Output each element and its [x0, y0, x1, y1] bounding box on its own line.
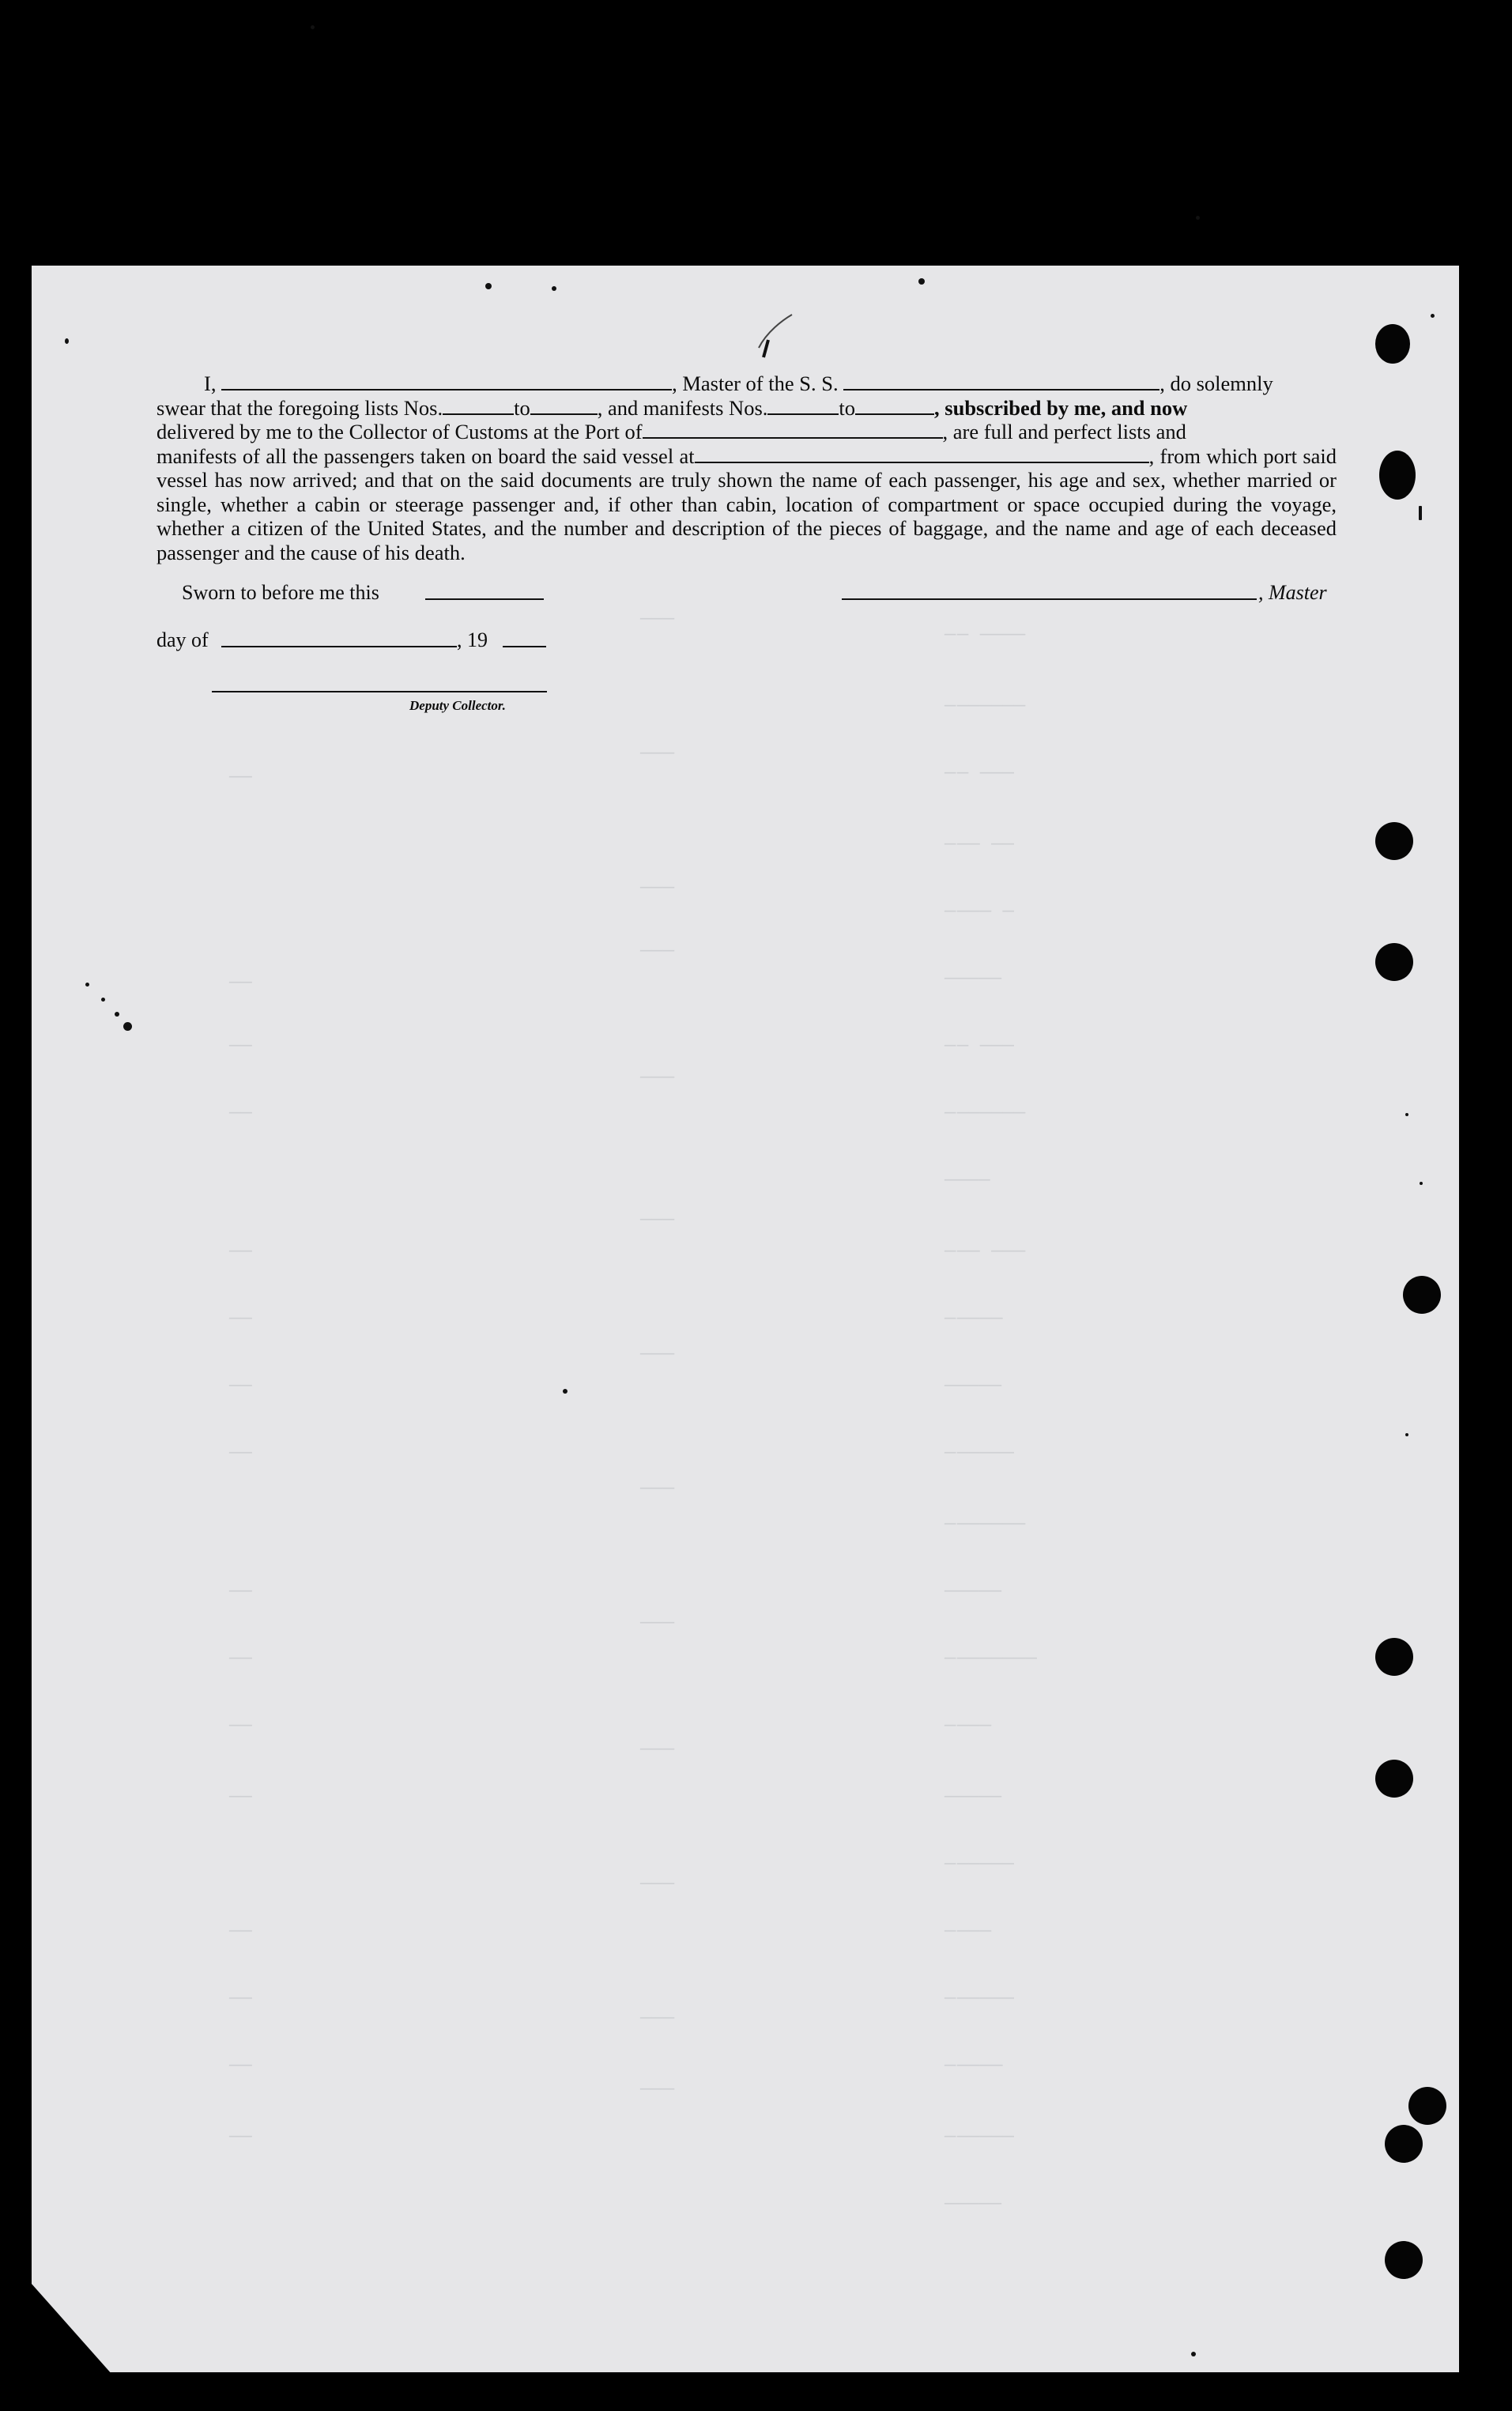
- oath-text-taken-on-board: manifests of all the passengers taken on board the said vessel at: [156, 443, 695, 468]
- year-label: , 19: [457, 628, 488, 651]
- day-of-label: day of: [156, 628, 209, 651]
- oath-text-manifests-nos: , and manifests Nos.: [597, 395, 768, 420]
- master-name-blank: [221, 373, 672, 391]
- port-blank: [643, 421, 943, 439]
- oath-text-lists-nos: swear that the foregoing lists Nos.: [156, 395, 443, 420]
- master-oath-paragraph: [156, 372, 1337, 564]
- year-blank: [503, 646, 546, 647]
- oath-text-full-perfect: , are full and perfect lists and: [942, 420, 1186, 443]
- lists-from-blank: [443, 398, 514, 415]
- manifests-from-blank: [767, 398, 839, 415]
- pen-mark: [751, 308, 798, 364]
- deputy-collector-label: Deputy Collector.: [409, 698, 506, 713]
- oath-text-remainder: , from which port said vessel has now arrived; and that on the said documents are truly shown the name of each passenger, his age and sex, whether married or single, whether a cabin or steerage passenger and, if other than cabin, location of compartment or space occupied during the voyage, whether a citizen of the United States, and the number and description of the pieces of baggage, and the name and age of each deceased passenger and the cause of his death.: [156, 443, 1337, 564]
- day-of-blank: [221, 646, 457, 647]
- oath-text-subscribed: , subscribed by me, and now: [934, 395, 1188, 420]
- master-signature-label: , Master: [1258, 581, 1327, 604]
- deputy-collector-signature-line: [212, 691, 547, 692]
- oath-text-i: I,: [204, 372, 217, 395]
- vessel-name-blank: [843, 373, 1159, 391]
- oath-text-solemnly: , do solemnly: [1159, 372, 1273, 395]
- master-signature-line: [842, 598, 1257, 600]
- oath-text-to-1: to: [514, 395, 530, 420]
- sworn-label: Sworn to before me this: [182, 581, 379, 604]
- oath-text-to-2: to: [839, 395, 856, 420]
- lists-to-blank: [530, 398, 598, 415]
- oath-text-master-of-ss: , Master of the S. S.: [672, 372, 839, 395]
- sworn-date-blank: [425, 598, 544, 600]
- manifests-to-blank: [855, 398, 934, 415]
- oath-text-collector: delivered by me to the Collector of Customs at the Port of: [156, 420, 643, 443]
- embarkation-port-blank: [695, 446, 1149, 463]
